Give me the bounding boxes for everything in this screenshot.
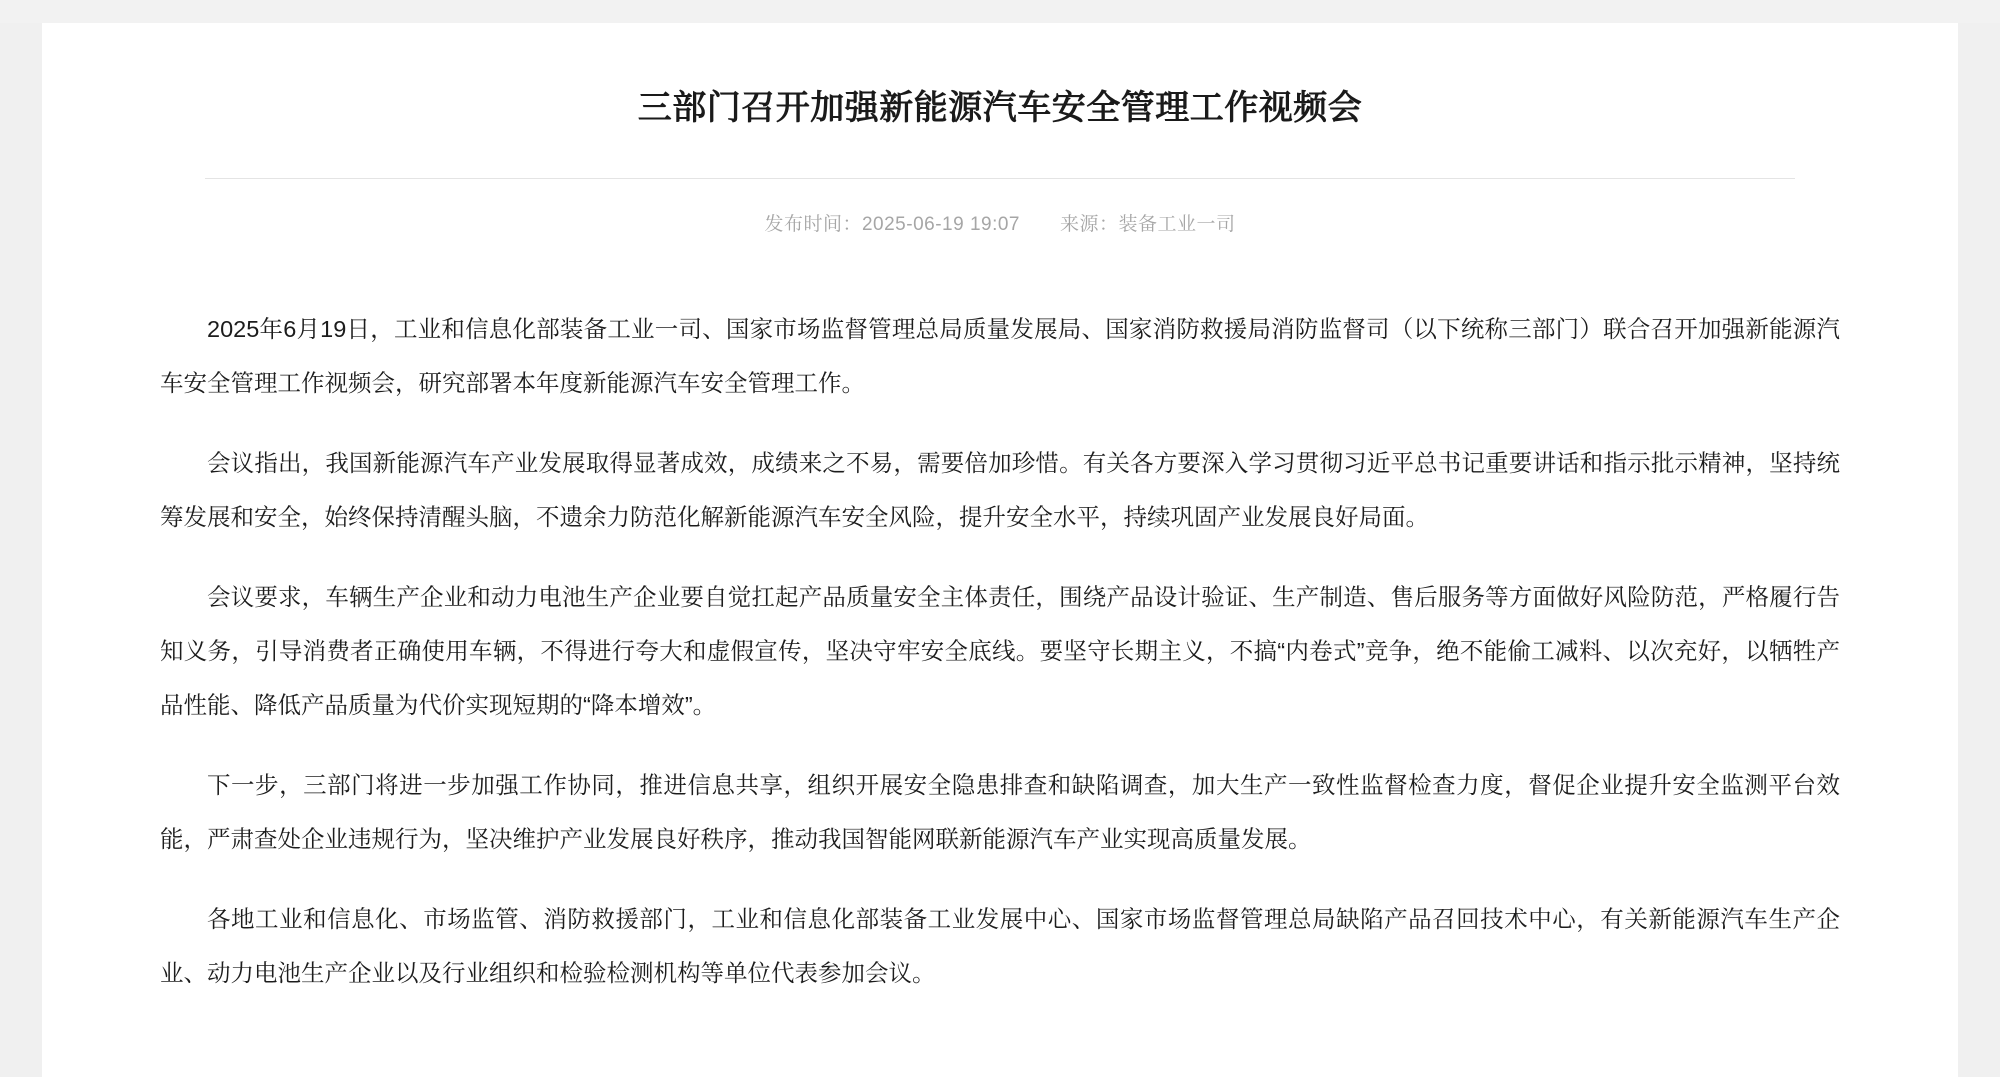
article-paragraph: 2025年6月19日，工业和信息化部装备工业一司、国家市场监督管理总局质量发展局、国家消防救援局消防监督司（以下统称三部门）联合召开加强新能源汽车安全管理工作视频会，研究部署本年度新能源汽车安全管理工作。 [160, 316, 1840, 397]
page-right-gutter [1958, 23, 2000, 1077]
page-title: 三部门召开加强新能源汽车安全管理工作视频会 [637, 88, 1363, 127]
article-meta [160, 179, 1840, 236]
article-paragraph: 会议要求，车辆生产企业和动力电池生产企业要自觉扛起产品质量安全主体责任，围绕产品设计验证、生产制造、售后服务等方面做好风险防范，严格履行告知义务，引导消费者正确使用车辆，不得进行夸大和虚假宣传，坚决守牢安全底线。要坚守长期主义，不搞“内卷式”竞争，绝不能偷工减料、以次充好，以牺牲产品性能、降低产品质量为代价实现短期的“降本增效”。 [160, 584, 1840, 719]
source-value: 装备工业一司 [1118, 214, 1236, 236]
publish-time-group [764, 209, 1020, 236]
page-left-gutter [0, 23, 42, 1077]
article-paragraph: 会议指出，我国新能源汽车产业发展取得显著成效，成绩来之不易，需要倍加珍惜。有关各方要深入学习贯彻习近平总书记重要讲话和指示批示精神，坚持统筹发展和安全，始终保持清醒头脑，不遗余力防范化解新能源汽车安全风险，提升安全水平，持续巩固产业发展良好局面。 [160, 450, 1840, 531]
article-paragraph: 各地工业和信息化、市场监管、消防救援部门，工业和信息化部装备工业发展中心、国家市场监督管理总局缺陷产品召回技术中心，有关新能源汽车生产企业、动力电池生产企业以及行业组织和检验检测机构等单位代表参加会议。 [160, 906, 1840, 987]
article-body [160, 236, 1840, 1000]
article-page [0, 23, 2000, 1077]
source-label: 来源： [1060, 214, 1119, 236]
article-content [100, 23, 1900, 1001]
publish-time-label: 发布时间： [764, 214, 862, 236]
publish-time-value: 2025-06-19 19:07 [861, 214, 1020, 236]
source-group [1060, 209, 1236, 236]
article-paragraph: 下一步，三部门将进一步加强工作协同，推进信息共享，组织开展安全隐患排查和缺陷调查，加大生产一致性监督检查力度，督促企业提升安全监测平台效能，严肃查处企业违规行为，坚决维护产业发展良好秩序，推动我国智能网联新能源汽车产业实现高质量发展。 [160, 772, 1840, 853]
